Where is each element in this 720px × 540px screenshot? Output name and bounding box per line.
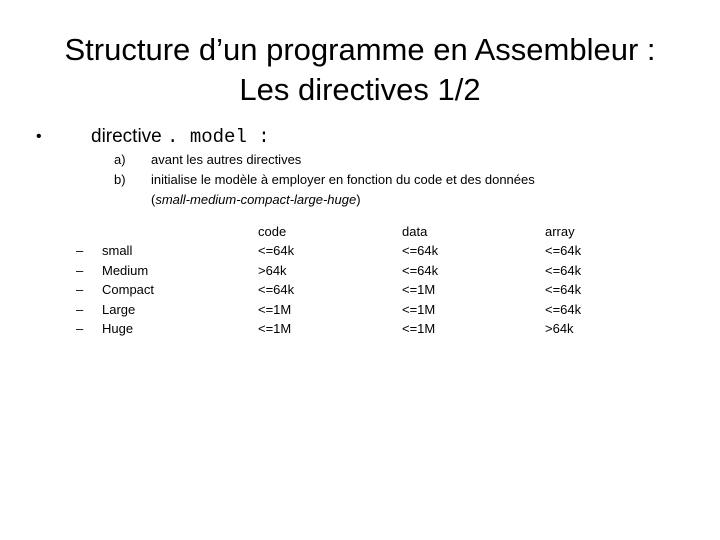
bullet-text [91, 124, 270, 150]
model-name: Compact [102, 282, 155, 297]
data-size: <=64k [402, 262, 439, 278]
code-size: >64k [258, 262, 287, 278]
model-list-note [151, 190, 361, 210]
code-size: <=64k [258, 243, 295, 258]
array-size: <=64k [545, 243, 582, 258]
sub-item-marker: a) [114, 152, 126, 167]
header-array: array [545, 224, 575, 239]
model-name: Huge [102, 321, 134, 336]
bullet-code: . model : [167, 126, 270, 148]
model-name: Medium [102, 262, 149, 278]
row-dash: – [76, 243, 84, 258]
data-size: <=1M [402, 301, 436, 317]
slide-title [0, 30, 720, 110]
code-size: <=1M [258, 321, 292, 336]
header-data: data [402, 224, 428, 239]
array-size: <=64k [545, 262, 582, 278]
sub-item-text: initialise le modèle à employer en fonction du code et des données [151, 172, 535, 187]
array-size: >64k [545, 321, 574, 336]
slide-title-line-2: Les directives 1/2 [239, 72, 481, 107]
header-code: code [258, 224, 287, 239]
note-open-paren: ( [151, 192, 156, 207]
bullet-marker: • [36, 128, 42, 145]
code-size: <=64k [258, 282, 295, 297]
array-size: <=64k [545, 301, 582, 317]
row-dash: – [76, 301, 84, 317]
note-close-paren: ) [356, 192, 361, 207]
row-dash: – [76, 282, 84, 297]
bullet-prefix: directive [91, 126, 168, 147]
slide-title-line-1: Structure d’un programme en Assembleur : [64, 32, 656, 67]
row-dash: – [76, 321, 84, 336]
data-size: <=64k [402, 243, 439, 258]
data-size: <=1M [402, 321, 436, 336]
code-size: <=1M [258, 301, 292, 317]
sub-item-text: avant les autres directives [151, 152, 302, 167]
array-size: <=64k [545, 282, 582, 297]
note-model-list: small-medium-compact-large-huge [155, 192, 357, 207]
row-dash: – [76, 262, 84, 278]
sub-item-marker: b) [114, 172, 126, 187]
data-size: <=1M [402, 282, 436, 297]
model-name: small [102, 243, 133, 258]
model-name: Large [102, 301, 136, 317]
